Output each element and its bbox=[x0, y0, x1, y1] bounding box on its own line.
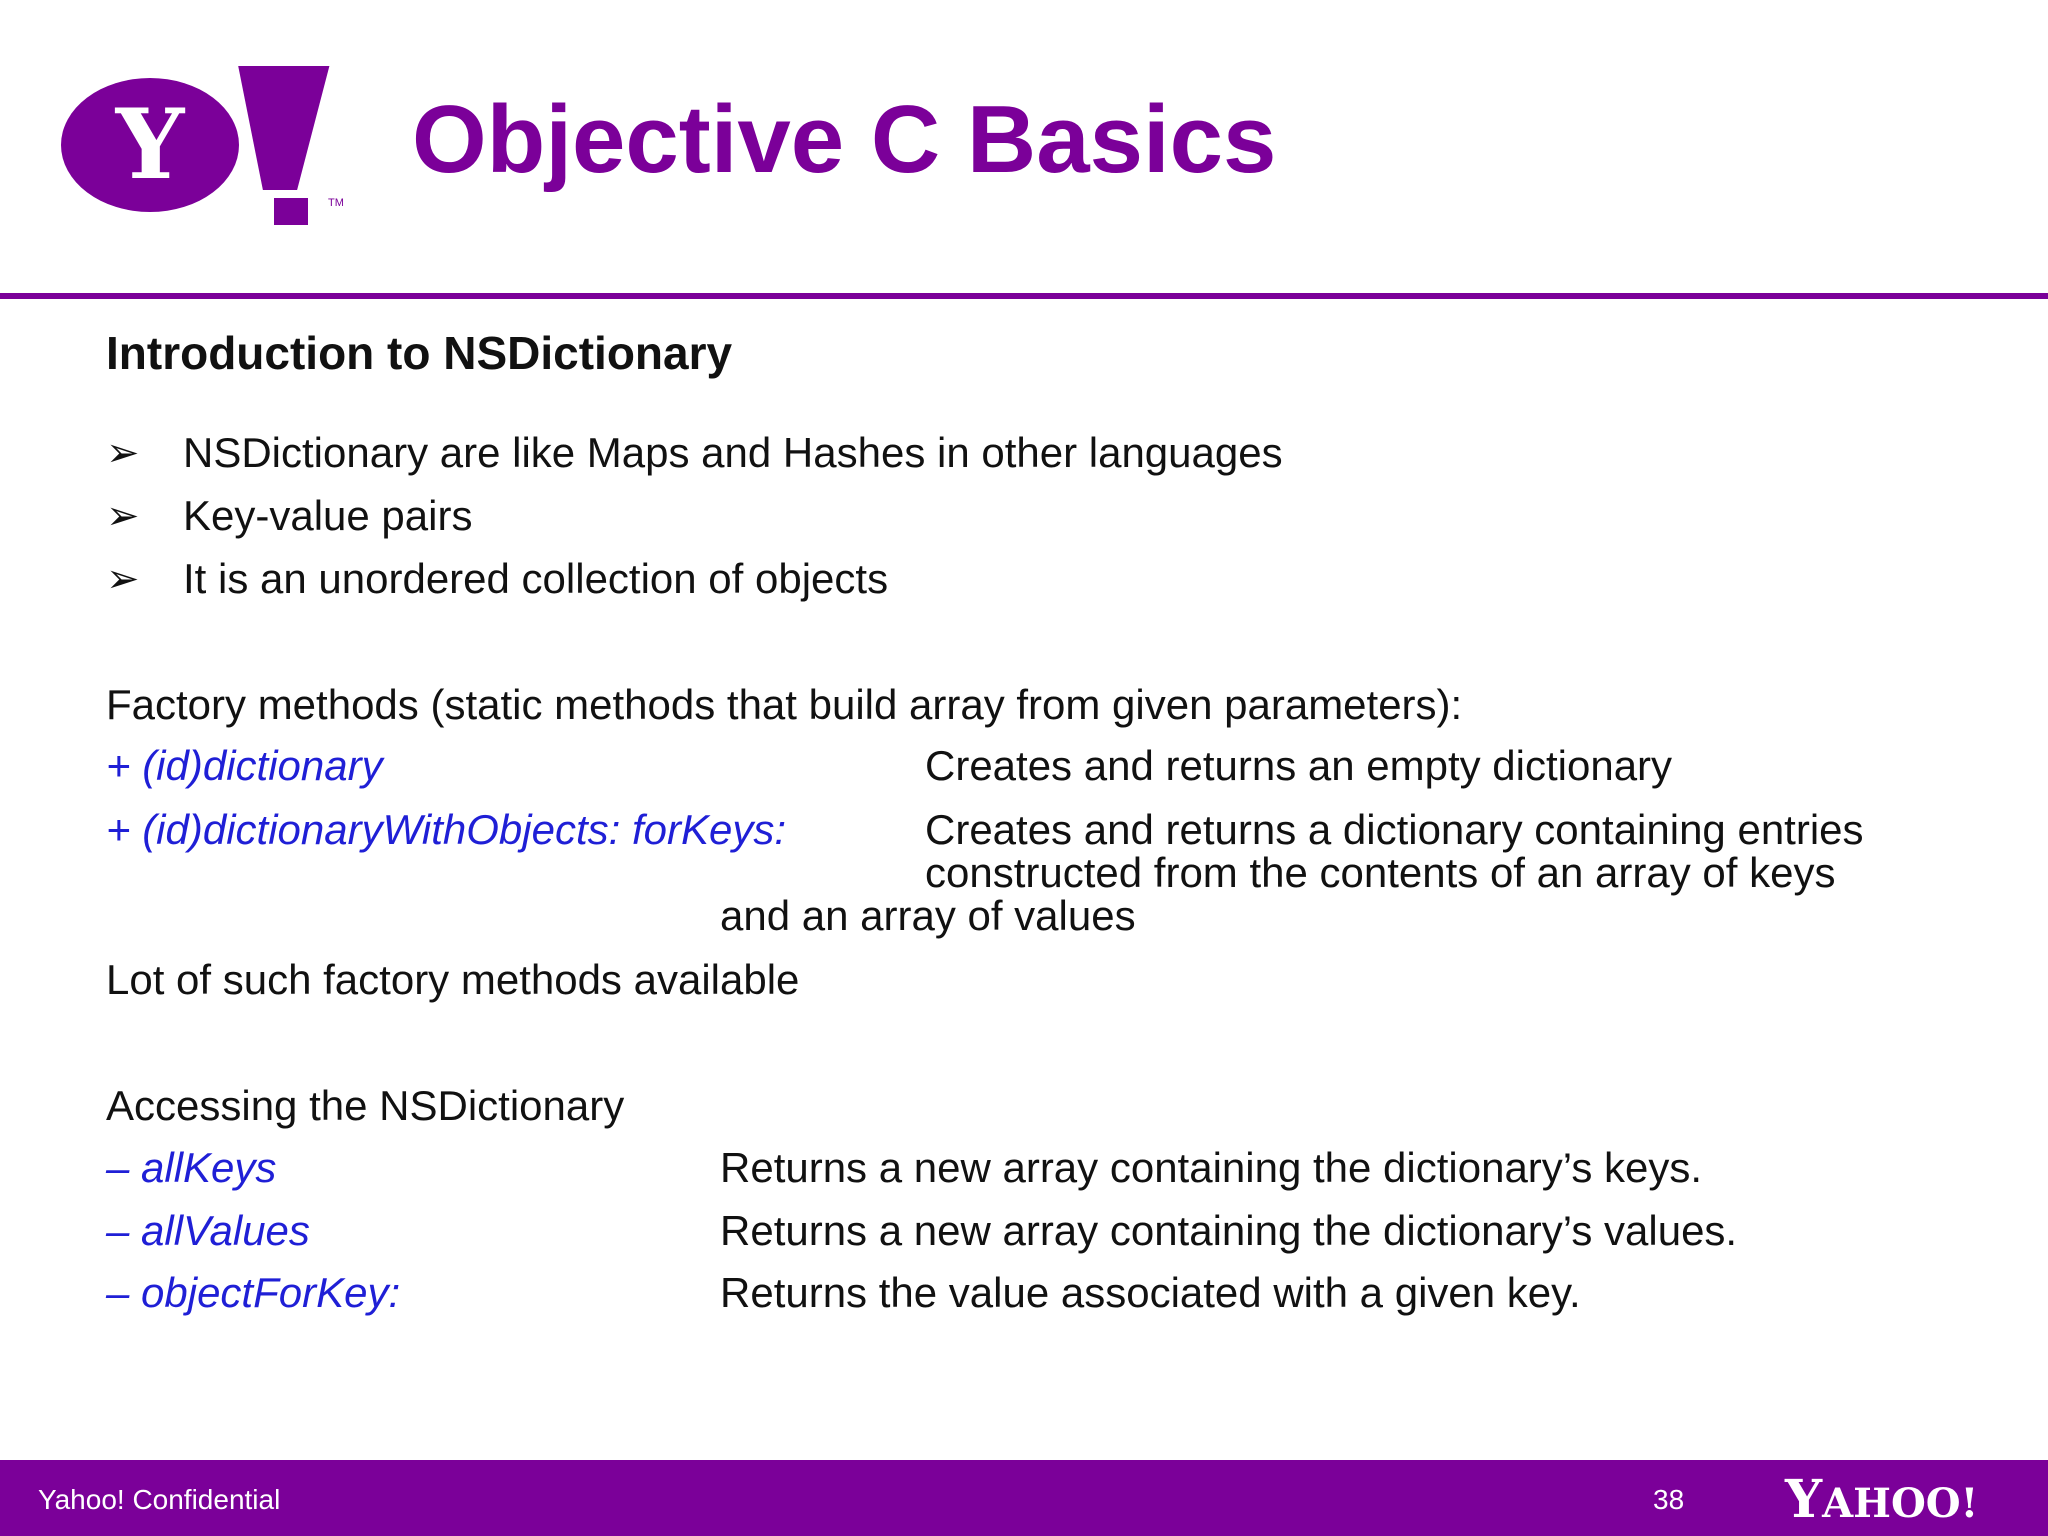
method-description: Returns a new array containing the dictionary’s values. bbox=[720, 1207, 1738, 1254]
list-item bbox=[106, 491, 1283, 554]
logo-bang-dot bbox=[274, 198, 308, 225]
factory-note: Lot of such factory methods available bbox=[106, 956, 800, 1003]
arrow-bullet-icon: ➢ bbox=[106, 494, 140, 538]
wordmark-initial: Y bbox=[1785, 1469, 1823, 1530]
arrow-bullet-icon: ➢ bbox=[106, 557, 140, 601]
footer-bar bbox=[0, 1460, 2048, 1536]
method-description: and an array of values bbox=[720, 892, 1136, 939]
wordmark-rest: AHOO! bbox=[1822, 1480, 1979, 1527]
logo-tm: TM bbox=[328, 197, 344, 209]
method-description: Returns the value associated with a given key. bbox=[720, 1269, 1581, 1316]
arrow-bullet-icon: ➢ bbox=[106, 431, 140, 475]
list-item bbox=[106, 428, 1283, 491]
method-description: Creates and returns a dictionary containing entries bbox=[925, 806, 1864, 853]
method-signature: – objectForKey: bbox=[106, 1269, 401, 1316]
method-signature: – allKeys bbox=[106, 1144, 277, 1191]
logo-letter: Y bbox=[115, 88, 185, 201]
bullet-text: It is an unordered collection of objects bbox=[183, 555, 889, 602]
list-item bbox=[106, 554, 1283, 617]
bullet-text: NSDictionary are like Maps and Hashes in other languages bbox=[183, 429, 1283, 476]
yahoo-wordmark-icon bbox=[1785, 1469, 1979, 1530]
method-description: Creates and returns an empty dictionary bbox=[925, 742, 1673, 789]
logo-bang-stem bbox=[238, 66, 329, 190]
method-description: constructed from the contents of an array of keys bbox=[925, 849, 1836, 896]
bullet-text: Key-value pairs bbox=[183, 492, 473, 539]
access-heading: Accessing the NSDictionary bbox=[106, 1082, 625, 1129]
method-signature: – allValues bbox=[106, 1207, 310, 1254]
bullet-list bbox=[106, 428, 1283, 617]
yahoo-logo-icon bbox=[60, 60, 360, 230]
method-description: Returns a new array containing the dictionary’s keys. bbox=[720, 1144, 1703, 1191]
method-signature: + (id)dictionary bbox=[106, 742, 383, 789]
method-signature: + (id)dictionaryWithObjects: forKeys: bbox=[106, 806, 787, 853]
factory-heading: Factory methods (static methods that build array from given parameters): bbox=[106, 681, 1463, 728]
confidential-label: Yahoo! Confidential bbox=[38, 1484, 281, 1515]
section-heading: Introduction to NSDictionary bbox=[106, 327, 733, 379]
page-number: 38 bbox=[1653, 1484, 1685, 1515]
slide-title: Objective C Basics bbox=[412, 86, 1277, 193]
title-divider bbox=[0, 293, 2048, 299]
